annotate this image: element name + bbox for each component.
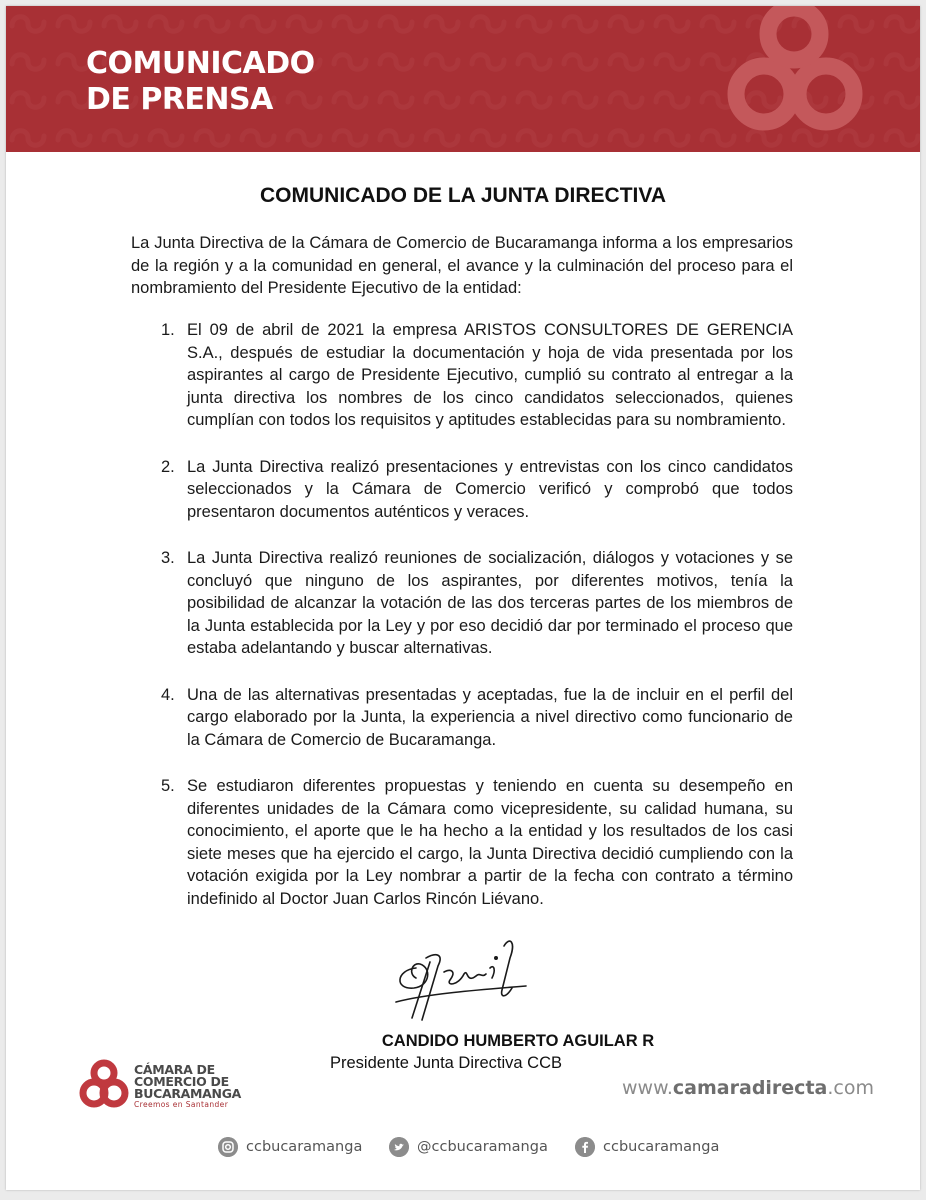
social-twitter[interactable] [389, 1137, 548, 1157]
ccb-logo-icon [76, 1059, 132, 1115]
list-item-text: La Junta Directiva realizó presentaciones y entrevistas con los cinco candidatos seleccionados y la Cámara de Comercio verificó y comprobó que todos presentaron documentos auténticos y veraces. [187, 457, 793, 521]
signer-name: CANDIDO HUMBERTO AGUILAR R [381, 1032, 655, 1050]
list-item-text: La Junta Directiva realizó reuniones de socialización, diálogos y votaciones y se concluyó que ninguno de los aspirantes, por diferentes motivos, tenía la posibilidad de alcanzar la votación de las dos terceras partes de los miembros de la Junta establecida por la Ley y por eso decidió dar por terminado el proceso que estaba adelantando y buscar alternativas. [187, 549, 793, 657]
numbered-list [131, 319, 793, 934]
social-facebook[interactable] [575, 1137, 719, 1157]
ccb-logo-large-icon [706, 6, 920, 152]
org-tagline: Creemos en Santander [134, 1100, 229, 1109]
social-handle: @ccbucaramanga [417, 1139, 548, 1155]
website-prefix: www. [622, 1077, 673, 1099]
intro-paragraph: La Junta Directiva de la Cámara de Comercio de Bucaramanga informa a los empresarios de la región y a la comunidad en general, el avance y la culminación del proceso para el nombramiento del Presidente Ejecutivo de la entidad: [131, 234, 793, 297]
website-suffix: .com [827, 1077, 874, 1099]
header-banner [6, 6, 920, 152]
social-instagram[interactable] [218, 1137, 362, 1157]
list-number: 5. [161, 777, 175, 795]
org-name-line3: BUCARAMANGA [134, 1086, 242, 1101]
document-title: COMUNICADO DE LA JUNTA DIRECTIVA [260, 184, 666, 207]
list-item [131, 684, 793, 752]
website-domain: camaradirecta [672, 1077, 828, 1099]
handwritten-signature [386, 928, 546, 1028]
list-number: 2. [161, 457, 175, 476]
facebook-icon [575, 1137, 595, 1157]
list-item [131, 775, 793, 910]
banner-title-line1: COMUNICADO [86, 46, 315, 81]
ccb-wordmark [134, 1064, 241, 1110]
instagram-icon [218, 1137, 238, 1157]
list-item [131, 456, 793, 524]
list-item [131, 319, 793, 432]
banner-title-line2: DE PRENSA [86, 82, 273, 117]
list-item [131, 547, 793, 660]
twitter-icon [389, 1137, 409, 1157]
org-name-line2: COMERCIO DE [134, 1074, 229, 1089]
list-number: 1. [161, 321, 175, 339]
press-release-page [6, 6, 920, 1190]
list-number: 4. [161, 685, 175, 704]
list-item-text: Se estudiaron diferentes propuestas y teniendo en cuenta su desempeño en diferentes unidades de la Cámara como vicepresidente, su calidad humana, su conocimiento, el aporte que le ha hecho a la entidad y los resultados de los casi siete meses que ha ejercido el cargo, la Junta Directiva decidió cumpliendo con la votación exigida por la Ley nombrar a partir de la fecha con contrato a término indefinido al Doctor Juan Carlos Rincón Liévano. [187, 777, 793, 908]
signer-role: Presidente Junta Directiva CCB [330, 1054, 563, 1072]
list-number: 3. [161, 549, 175, 567]
list-item-text: Una de las alternativas presentadas y aceptadas, fue la de incluir en el perfil del cargo elaborado por la Junta, la experiencia a nivel directivo como funcionario de la Cámara de Comercio de Bucaramanga. [187, 685, 793, 749]
social-handle: ccbucaramanga [246, 1139, 363, 1155]
social-handle: ccbucaramanga [603, 1139, 720, 1155]
banner-title [86, 46, 315, 118]
website-link[interactable] [622, 1077, 874, 1099]
org-name-line1: CÁMARA DE [134, 1062, 215, 1077]
list-item-text: El 09 de abril de 2021 la empresa ARISTOS CONSULTORES DE GERENCIA S.A., después de estudiar la documentación y hoja de vida presentada por los aspirantes al cargo de Presidente Ejecutivo, cumplió su contrato al entregar a la junta directiva los nombres de los cinco candidatos seleccionados, quienes cumplían con todos los requisitos y aptitudes establecidas para su nombramiento. [187, 321, 793, 429]
